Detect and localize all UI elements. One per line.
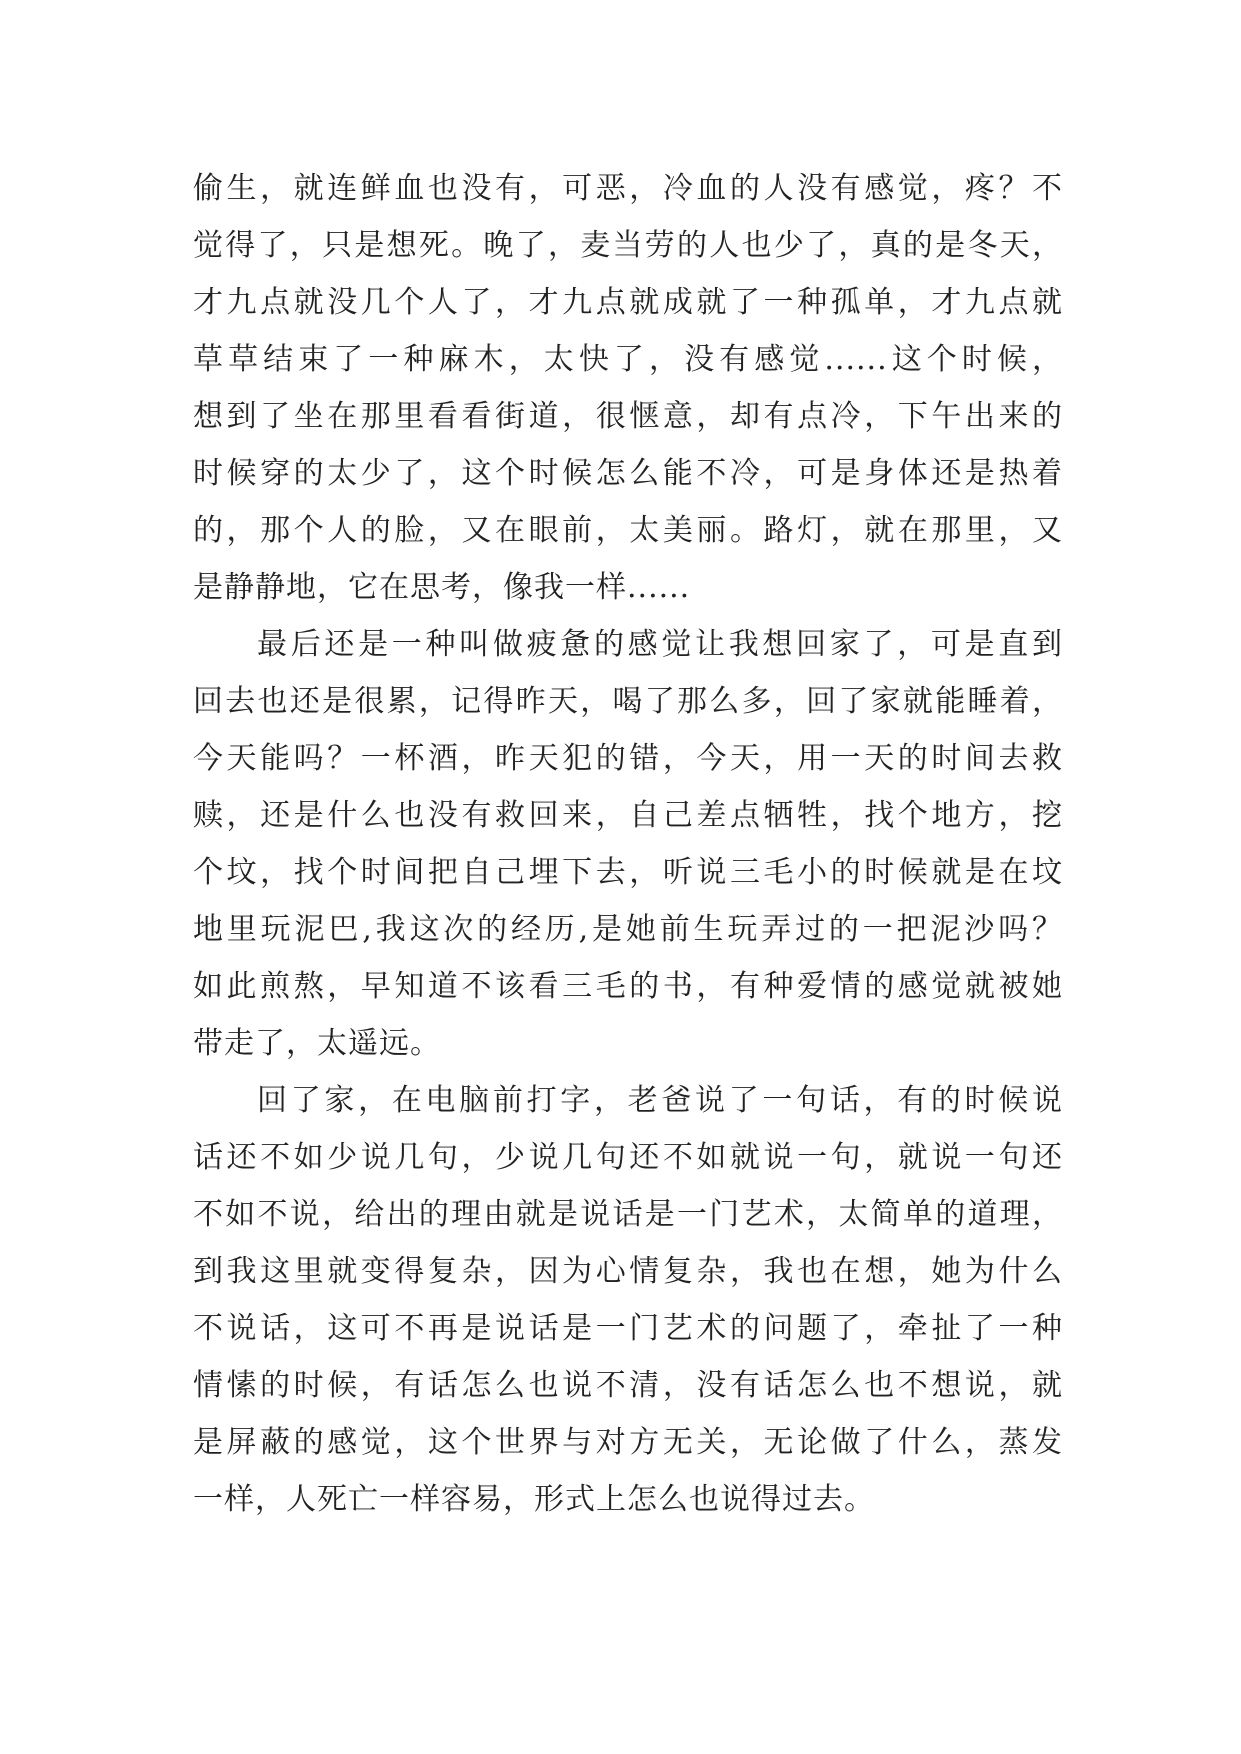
- text-line: 今天能吗？一杯酒，昨天犯的错，今天，用一天的时间去救: [193, 741, 1063, 776]
- text-line: 想到了坐在那里看看街道，很惬意，却有点冷，下午出来的: [193, 399, 1063, 434]
- text-line: 不说话，这可不再是说话是一门艺术的问题了，牵扯了一种: [193, 1311, 1063, 1346]
- text-line: 赎，还是什么也没有救回来，自己差点牺牲，找个地方，挖: [193, 798, 1063, 833]
- text-line: 是屏蔽的感觉，这个世界与对方无关，无论做了什么，蒸发: [193, 1425, 1063, 1460]
- text-line: 最后还是一种叫做疲惫的感觉让我想回家了，可是直到: [257, 627, 1063, 662]
- text-line: 是静静地，它在思考，像我一样......: [193, 570, 691, 605]
- text-line: 回去也还是很累，记得昨天，喝了那么多，回了家就能睡着，: [193, 684, 1063, 719]
- text-line: 到我这里就变得复杂，因为心情复杂，我也在想，她为什么: [193, 1254, 1063, 1289]
- text-line: 时候穿的太少了，这个时候怎么能不冷，可是身体还是热着: [193, 456, 1063, 491]
- paragraph-1: [193, 160, 1063, 616]
- text-line: 回了家，在电脑前打字，老爸说了一句话，有的时候说: [257, 1083, 1063, 1118]
- text-line: 觉得了，只是想死。晚了，麦当劳的人也少了，真的是冬天，: [193, 228, 1063, 263]
- text-line: 才九点就没几个人了，才九点就成就了一种孤单，才九点就: [193, 285, 1063, 320]
- text-line: 情愫的时候，有话怎么也说不清，没有话怎么也不想说，就: [193, 1368, 1063, 1403]
- text-line: 个坟，找个时间把自己埋下去，听说三毛小的时候就是在坟: [193, 855, 1063, 890]
- paragraph-3: [193, 1072, 1063, 1528]
- text-line: 地里玩泥巴,我这次的经历,是她前生玩弄过的一把泥沙吗？: [193, 912, 1063, 947]
- text-line: 草草结束了一种麻木，太快了，没有感觉......这个时候，: [193, 342, 1063, 377]
- document-body: [193, 160, 1063, 1528]
- text-line: 带走了，太遥远。: [193, 1026, 441, 1061]
- text-line: 一样，人死亡一样容易，形式上怎么也说得过去。: [193, 1482, 875, 1517]
- text-line: 的，那个人的脸，又在眼前，太美丽。路灯，就在那里，又: [193, 513, 1063, 548]
- text-line: 如此煎熬，早知道不该看三毛的书，有种爱情的感觉就被她: [193, 969, 1063, 1004]
- text-line: 话还不如少说几句，少说几句还不如就说一句，就说一句还: [193, 1140, 1063, 1175]
- text-line: 偷生，就连鲜血也没有，可恶，冷血的人没有感觉，疼？不: [193, 171, 1063, 206]
- paragraph-2: [193, 616, 1063, 1072]
- text-line: 不如不说，给出的理由就是说话是一门艺术，太简单的道理，: [193, 1197, 1063, 1232]
